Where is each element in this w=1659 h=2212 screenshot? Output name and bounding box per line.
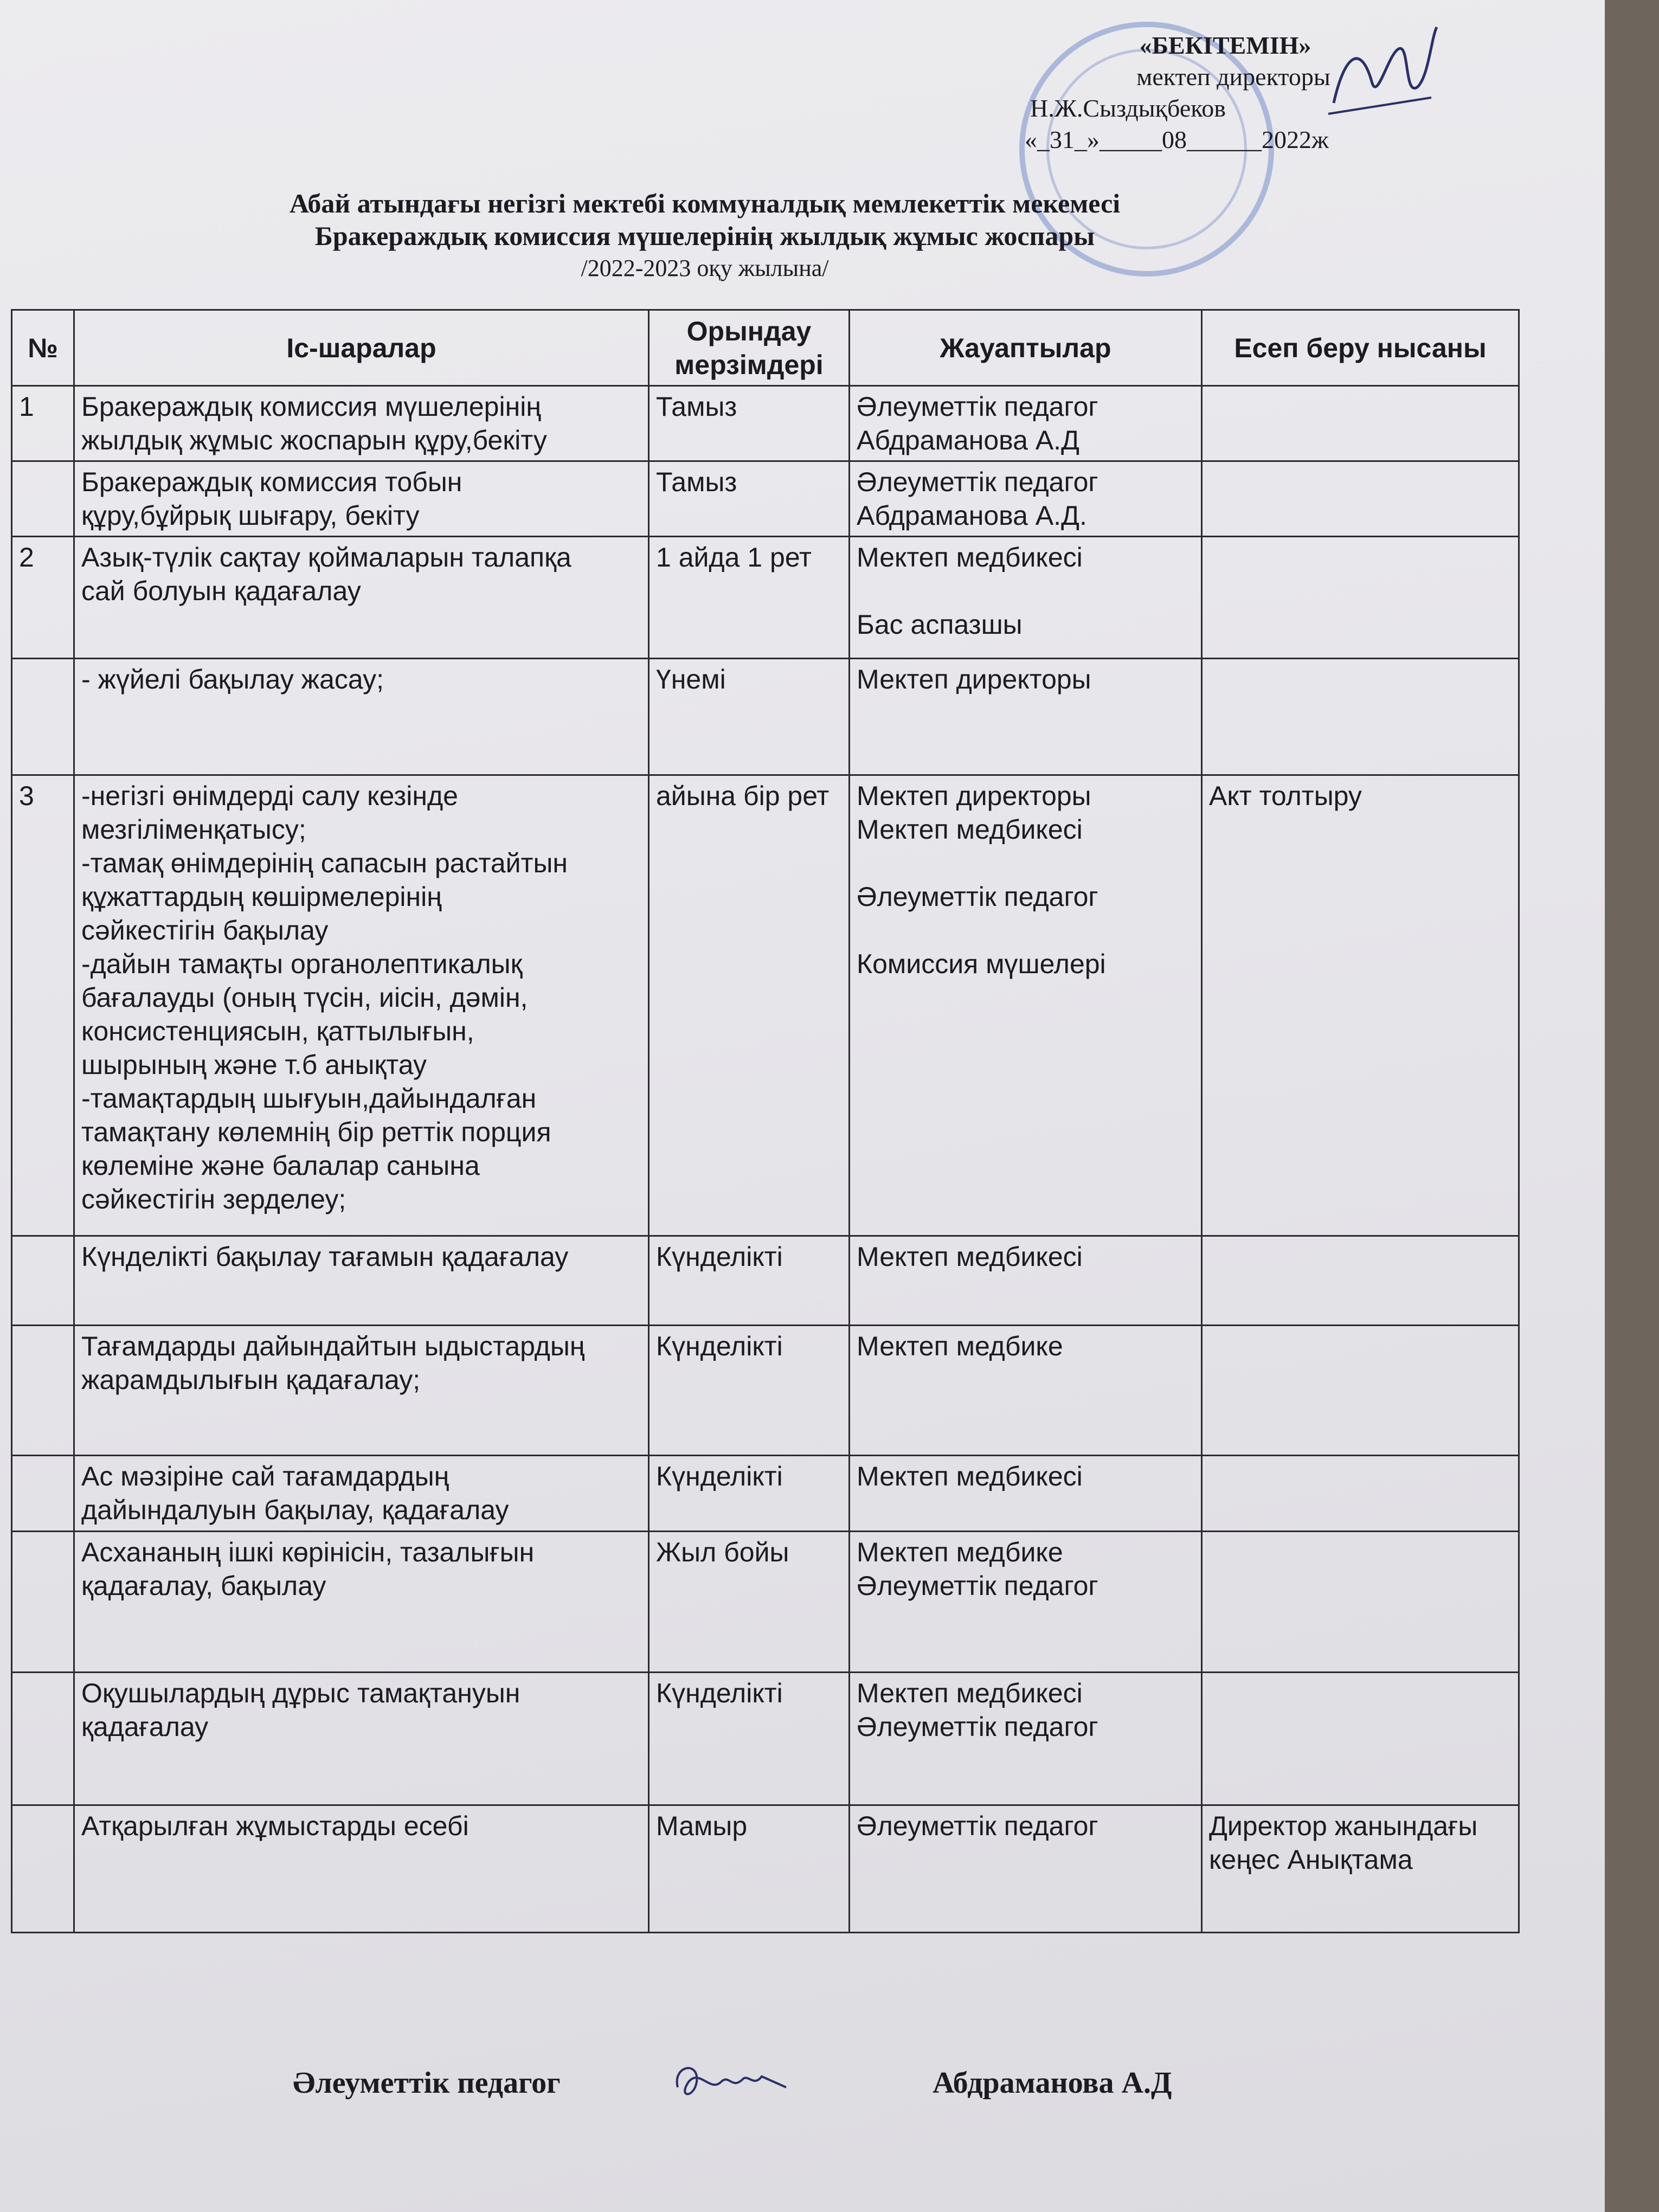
activity-line: -тамақ өнімдерінің сапасын растайтын: [81, 848, 568, 878]
table-row: [12, 461, 1519, 537]
row-report-form: [1202, 659, 1519, 775]
responsible-line: Әлеуметтік педагог: [857, 1811, 1098, 1841]
header-number: №: [12, 310, 74, 386]
row-responsible: [850, 537, 1202, 659]
row-report-form: Директор жанындағы кеңес Анықтама: [1202, 1805, 1519, 1933]
activity-line: мезгіліменқатысу;: [81, 814, 306, 845]
activity-line: - жүйелі бақылау жасау;: [81, 664, 384, 695]
table-header-row: [12, 310, 1519, 386]
header-deadline: Орындау мерзімдері: [649, 310, 850, 386]
row-report-form: [1202, 461, 1519, 537]
row-deadline: айына бір рет: [649, 775, 850, 1236]
activity-line: Бракераждық комиссия тобын: [81, 467, 462, 497]
row-deadline: Күнделікті: [649, 1326, 850, 1456]
row-number: [12, 1673, 74, 1805]
footer-name: Абдраманова А.Д: [933, 2066, 1172, 2100]
row-number: [12, 461, 74, 537]
row-number: [12, 1805, 74, 1933]
row-report-form: [1202, 537, 1519, 659]
row-activity: [74, 461, 649, 537]
activity-line: құжаттардың көшірмелерінің: [81, 882, 442, 912]
row-deadline: Тамыз: [649, 461, 850, 537]
responsible-line: Мектеп медбике: [857, 1331, 1063, 1361]
activity-line: жарамдылығын қадағалау;: [81, 1365, 421, 1395]
table-row: [12, 1326, 1519, 1456]
row-activity: [74, 537, 649, 659]
row-report-form: [1202, 1532, 1519, 1673]
activity-line: қадағалау: [81, 1712, 209, 1742]
responsible-line: Абдраманова А.Д: [857, 425, 1079, 455]
activity-line: Тағамдарды дайындайтын ыдыстардың: [81, 1331, 585, 1361]
row-number: [12, 1532, 74, 1673]
activity-line: Асхананың ішкі көрінісін, тазалығын: [81, 1537, 535, 1567]
row-responsible: [850, 1236, 1202, 1326]
activity-line: сай болуын қадағалау: [81, 576, 361, 606]
row-deadline: Тамыз: [649, 386, 850, 461]
row-number: [12, 1326, 74, 1456]
row-deadline: Мамыр: [649, 1805, 850, 1933]
activity-line: бағалауды (оның түсін, иісін, дәмін,: [81, 982, 528, 1013]
header-activities: Іс-шаралар: [74, 310, 649, 386]
responsible-spacer: [857, 574, 1194, 608]
row-responsible: [850, 1673, 1202, 1805]
row-report-form: [1202, 1456, 1519, 1532]
responsible-line: Комиссия мүшелері: [857, 949, 1106, 979]
responsible-line: Мектеп медбике: [857, 1537, 1063, 1567]
row-activity: [74, 1532, 649, 1673]
responsible-line: Әлеуметтік педагог: [857, 391, 1098, 422]
activity-line: консистенциясын, қаттылығын,: [81, 1016, 474, 1046]
row-report-form: [1202, 386, 1519, 461]
approval-name: Н.Ж.Сыздықбеков: [1030, 94, 1226, 122]
responsible-line: Әлеуметтік педагог: [857, 1712, 1098, 1742]
row-deadline: Күнделікті: [649, 1456, 850, 1532]
table-row: [12, 537, 1519, 659]
activity-line: қадағалау, бақылау: [81, 1571, 326, 1601]
activity-line: Бракераждық комиссия мүшелерінің: [81, 391, 541, 422]
responsible-line: Мектеп медбикесі: [857, 542, 1083, 573]
row-number: [12, 1456, 74, 1532]
responsible-spacer: [857, 914, 1194, 947]
row-responsible: [850, 1532, 1202, 1673]
row-activity: [74, 1326, 649, 1456]
heading-institution: Абай атындағы негізгі мектебі коммуналдық мемлекеттік мекемесі: [289, 188, 1121, 218]
row-activity: [74, 1456, 649, 1532]
row-number: 3: [12, 775, 74, 1236]
table-row: [12, 775, 1519, 1236]
activity-line: -тамақтардың шығуын,дайындалған: [81, 1083, 537, 1114]
activity-line: тамақтану көлемнің бір реттік порция: [81, 1117, 551, 1147]
approval-date: «_31_»_____08______2022ж: [1025, 126, 1329, 153]
activity-line: Азық-түлік сақтау қоймаларын талапқа: [81, 542, 571, 573]
responsible-line: Мектеп медбикесі: [857, 1242, 1083, 1272]
row-number: 2: [12, 537, 74, 659]
row-responsible: [850, 1326, 1202, 1456]
responsible-line: Мектеп медбикесі: [857, 1461, 1083, 1491]
row-deadline: Күнделікті: [649, 1673, 850, 1805]
work-plan-table: [11, 309, 1520, 1933]
responsible-line: Мектеп директоры: [857, 781, 1091, 811]
activity-line: Күнделікті бақылау тағамын қадағалау: [81, 1242, 569, 1272]
heading-academic-year: /2022-2023 оқу жылына/: [581, 255, 829, 281]
table-row: [12, 386, 1519, 461]
row-responsible: [850, 461, 1202, 537]
row-number: [12, 1236, 74, 1326]
row-number: 1: [12, 386, 74, 461]
responsible-line: Бас аспазшы: [857, 609, 1023, 640]
social-teacher-signature: [667, 2049, 792, 2109]
row-responsible: [850, 775, 1202, 1236]
approval-role: мектеп директоры: [1136, 63, 1330, 91]
row-report-form: [1202, 1236, 1519, 1326]
activity-line: сәйкестігін бақылау: [81, 915, 329, 946]
table-row: [12, 1236, 1519, 1326]
responsible-line: Әлеуметтік педагог: [857, 1571, 1098, 1601]
row-number: [12, 659, 74, 775]
activity-line: Атқарылған жұмыстарды есебі: [81, 1811, 469, 1841]
footer-role: Әлеуметтік педагог: [293, 2066, 561, 2100]
row-deadline: Үнемі: [649, 659, 850, 775]
table-row: [12, 1805, 1519, 1933]
responsible-line: Әлеуметтік педагог: [857, 467, 1098, 497]
header-report-form: Есеп беру нысаны: [1202, 310, 1519, 386]
responsible-line: Мектеп медбикесі: [857, 1678, 1083, 1708]
activity-line: -негізгі өнімдерді салу кезінде: [81, 781, 458, 811]
row-activity: [74, 1805, 649, 1933]
row-deadline: Жыл бойы: [649, 1532, 850, 1673]
activity-line: сәйкестігін зерделеу;: [81, 1184, 346, 1214]
responsible-line: Мектеп директоры: [857, 664, 1091, 695]
row-responsible: [850, 659, 1202, 775]
activity-line: -дайын тамақты органолептикалық: [81, 949, 523, 979]
row-responsible: [850, 1805, 1202, 1933]
responsible-line: Абдраманова А.Д.: [857, 500, 1087, 531]
row-deadline: Күнделікті: [649, 1236, 850, 1326]
row-activity: [74, 775, 649, 1236]
row-responsible: [850, 386, 1202, 461]
responsible-spacer: [857, 846, 1194, 880]
row-activity: [74, 1673, 649, 1805]
row-report-form: Акт толтыру: [1202, 775, 1519, 1236]
approval-title: «БЕКІТЕМІН»: [1139, 31, 1311, 59]
row-report-form: [1202, 1673, 1519, 1805]
table-body: [12, 386, 1519, 1933]
activity-line: көлеміне және балалар санына: [81, 1150, 480, 1181]
heading-plan-title: Бракераждық комиссия мүшелерінің жылдық жұмыс жоспары: [314, 221, 1095, 251]
activity-line: құру,бұйрық шығару, бекіту: [81, 500, 420, 531]
row-responsible: [850, 1456, 1202, 1532]
activity-line: Ас мәзіріне сай тағамдардың: [81, 1461, 449, 1491]
table-row: [12, 659, 1519, 775]
row-report-form: [1202, 1326, 1519, 1456]
row-activity: [74, 1236, 649, 1326]
row-deadline: 1 айда 1 рет: [649, 537, 850, 659]
table-row: [12, 1456, 1519, 1532]
approval-block: [1025, 30, 1393, 156]
responsible-line: Әлеуметтік педагог: [857, 882, 1098, 912]
document-heading: [163, 187, 1247, 285]
row-activity: [74, 386, 649, 461]
table-row: [12, 1532, 1519, 1673]
activity-line: дайындалуын бақылау, қадағалау: [81, 1495, 509, 1525]
row-activity: [74, 659, 649, 775]
activity-line: шырының және т.б анықтау: [81, 1050, 427, 1080]
responsible-line: Мектеп медбикесі: [857, 814, 1083, 845]
activity-line: жылдық жұмыс жоспарын құру,бекіту: [81, 425, 547, 455]
table-row: [12, 1673, 1519, 1805]
activity-line: Оқушылардың дұрыс тамақтануын: [81, 1678, 520, 1708]
header-responsible: Жауаптылар: [850, 310, 1202, 386]
